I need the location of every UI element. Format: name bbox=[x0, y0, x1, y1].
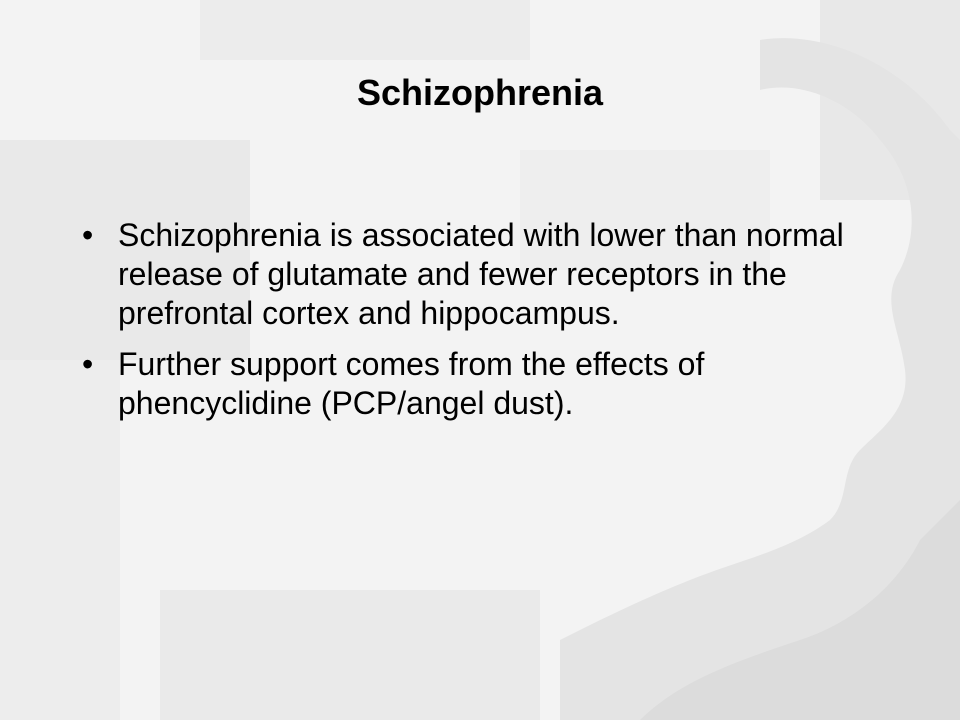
bullet-marker: • bbox=[82, 217, 94, 253]
bullet-text: Schizophrenia is associated with lower than normal release of glutamate and fewer receptors in the prefrontal cortex and hippocampus. bbox=[118, 217, 844, 332]
bg-block-bottom bbox=[160, 590, 540, 720]
slide-title: Schizophrenia bbox=[356, 72, 604, 113]
bullet-text: Further support comes from the effects of phencyclidine (PCP/angel dust). bbox=[118, 346, 705, 422]
bullet-marker: • bbox=[82, 346, 94, 383]
bullet-list bbox=[82, 216, 882, 435]
bullet-item bbox=[82, 345, 882, 423]
bullet-item bbox=[82, 216, 882, 333]
bg-block-top bbox=[200, 0, 530, 60]
